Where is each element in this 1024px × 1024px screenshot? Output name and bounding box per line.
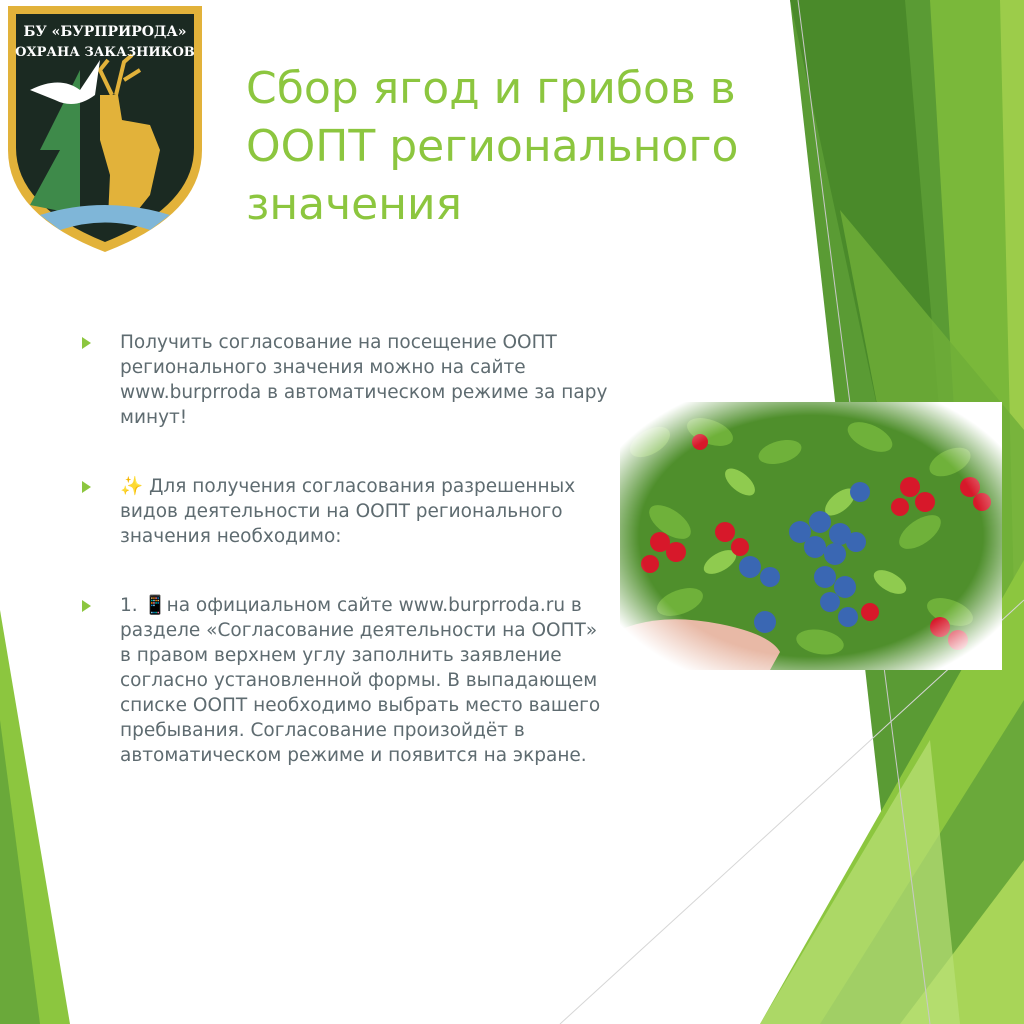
bullet-2-text: Для получения согласования разрешенных видов деятельности на ООПТ регионального значения необходимо: [120, 476, 576, 547]
logo-line1: БУ «БУРПРИРОДА» [23, 24, 187, 40]
bullet-3-number: 1. [120, 595, 138, 616]
bullet-arrow-icon [82, 481, 91, 493]
bullet-item-2 [82, 474, 612, 549]
bullet-1-text: Получить согласование на посещение ООПТ регионального значения можно на сайте www.burprroda в автоматическом режиме за пару минут! [120, 332, 608, 428]
bullet-arrow-icon [82, 337, 91, 349]
bullet-arrow-icon [82, 600, 91, 612]
slide-title [246, 60, 786, 234]
phone-icon: 📱 [143, 595, 167, 616]
organization-logo [0, 0, 210, 258]
title-line-1: Сбор ягод и грибов в [246, 63, 736, 114]
bullet-list [82, 330, 612, 768]
logo-line2: ОХРАНА ЗАКАЗНИКОВ [15, 45, 195, 60]
bullet-item-1 [82, 330, 612, 430]
title-line-3: значения [246, 179, 463, 230]
bullet-3-text: на официальном сайте www.burprroda.ru в разделе «Согласование деятельности на ООПТ» в правом верхнем углу заполнить заявление согласно установленной формы. В выпадающем списке ООПТ необходимо выбрать место вашего пребывания. Согласование произойдёт в автоматическом режиме и появится на экране. [120, 595, 601, 766]
sparkle-icon: ✨ [120, 476, 144, 497]
bullet-item-3 [82, 593, 612, 768]
title-line-2: ООПТ регионального [246, 121, 739, 172]
berries-photo [620, 402, 1002, 670]
